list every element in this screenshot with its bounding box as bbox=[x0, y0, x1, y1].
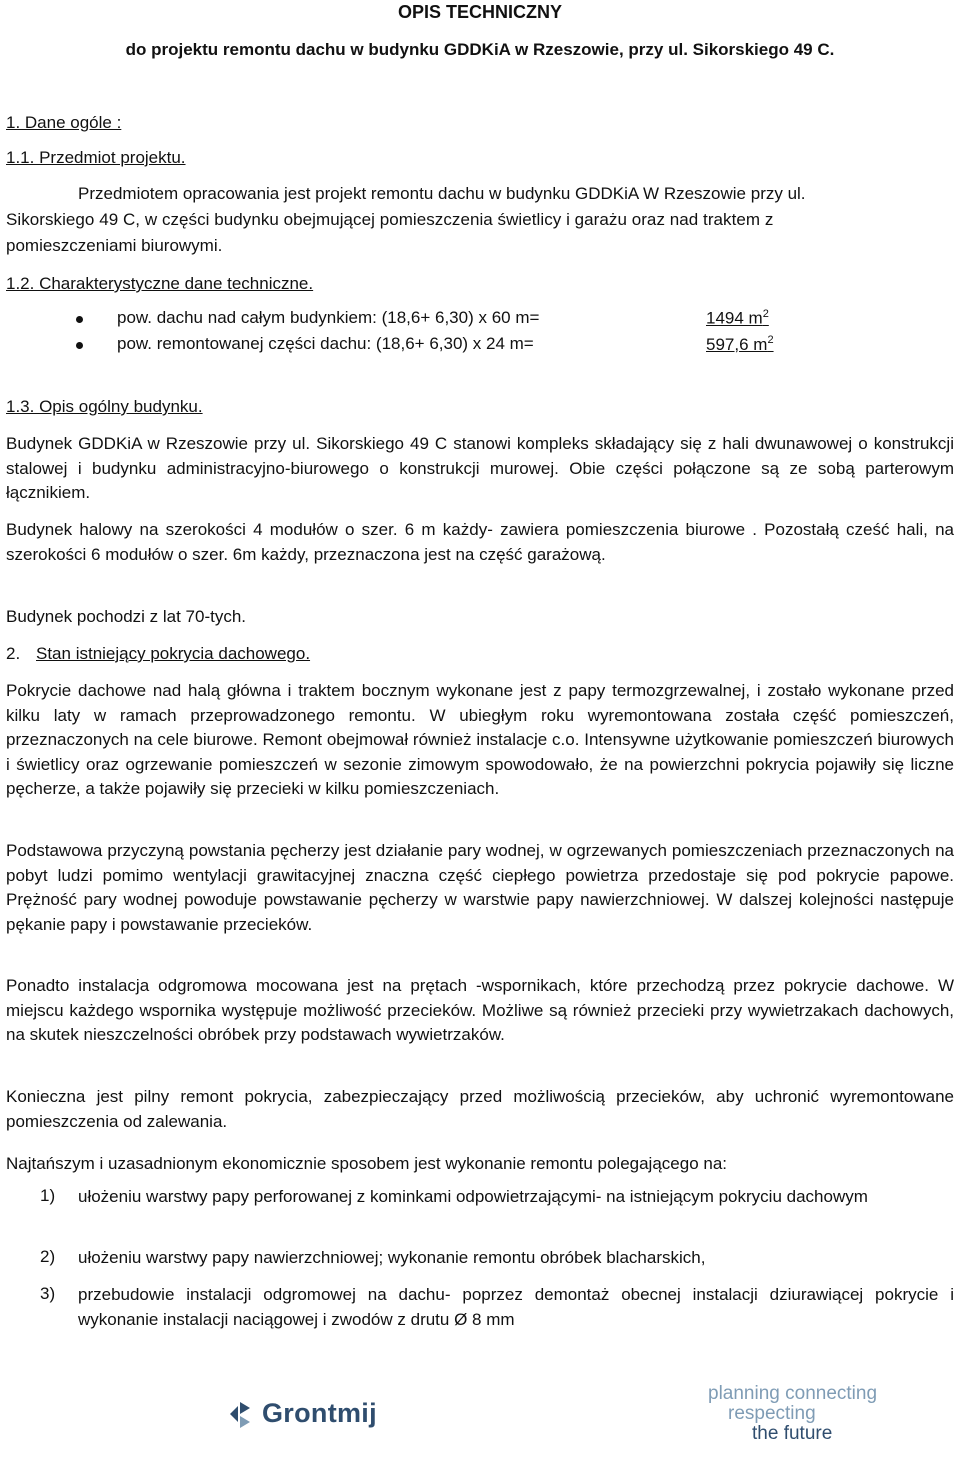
bullet-dot bbox=[76, 342, 83, 349]
list-item: przebudowie instalacji odgromowej na dachu- poprzez demontaż obecnej instalacji dziurawiącej pokrycie i wykonanie instalacji naciągowej i zwodów z drutu Ø 8 mm bbox=[78, 1285, 954, 1329]
logo-text: Grontmij bbox=[262, 1397, 377, 1428]
list-number: 3) bbox=[40, 1284, 56, 1303]
bullet-label: pow. dachu nad całym budynkiem: (18,6+ 6,30) x 60 m= bbox=[117, 308, 540, 327]
section1-3-paragraph: Budynek halowy na szerokości 4 modułów o szer. 6 m każdy- zawiera pomieszczenia biurowe . Pozostałą cześć hali, na szerokości 6 modułów o szer. 6m każdy, przeznaczona jest na część garażową. bbox=[6, 520, 954, 564]
section2-paragraph: Ponadto instalacja odgromowa mocowana jest na prętach -wspornikach, które przechodzą przez pokrycie dachowe. W miejscu każdego wspornika występuje możliwość przecieków. Możliwe są również przecieki przy wywietrzakach dachowych, na skutek nieszczelności obróbek przy podstawach wywietrzaków. bbox=[6, 976, 954, 1044]
slogan-line: the future bbox=[752, 1423, 833, 1444]
list-number: 1) bbox=[40, 1186, 56, 1205]
section1-1-heading: 1.1. Przedmiot projektu. bbox=[6, 148, 186, 167]
section1-2-heading: 1.2. Charakterystyczne dane techniczne. bbox=[6, 274, 314, 293]
section2-paragraph: Konieczna jest pilny remont pokrycia, zabezpieczający przed możliwością przecieków, aby uchronić wyremontowane pomieszczenia od zalewania. bbox=[6, 1087, 954, 1131]
section1-3-paragraph: Budynek GDDKiA w Rzeszowie przy ul. Sikorskiego 49 C stanowi kompleks składający się z hali dwunawowej o konstrukcji stalowej i budynku administracyjno-biurowego o konstrukcji murowej. Obie części połączone są ze sobą parterowym łącznikiem. bbox=[6, 434, 954, 502]
bullet-value: 597,6 $m^2$ bbox=[706, 334, 774, 354]
section1-heading: 1. Dane ogóle : bbox=[6, 113, 122, 132]
section1-1-text-line3: pomieszczeniami biurowymi. bbox=[6, 236, 223, 255]
section1-1-text-line1: Przedmiotem opracowania jest projekt remontu dachu w budynku GDDKiA W Rzeszowie przy ul. bbox=[78, 184, 806, 203]
grontmij-logo bbox=[226, 1390, 377, 1436]
list-number: 2) bbox=[40, 1247, 56, 1266]
company-slogan bbox=[708, 1384, 877, 1444]
section1-3-paragraph: Budynek pochodzi z lat 70-tych. bbox=[6, 607, 247, 626]
document-subtitle: do projektu remontu dachu w budynku GDDKiA w Rzeszowie, przy ul. Sikorskiego 49 C. bbox=[125, 40, 835, 59]
grontmij-logo-icon bbox=[226, 1396, 256, 1430]
section2-number: 2. bbox=[6, 644, 21, 663]
bullet-value: 1494 $m^2$ bbox=[706, 308, 769, 328]
section1-3-heading: 1.3. Opis ogólny budynku. bbox=[6, 397, 203, 416]
slogan-line: planning connecting bbox=[708, 1383, 878, 1404]
slogan-line: respecting bbox=[728, 1403, 816, 1424]
document-title: OPIS TECHNICZNY bbox=[397, 2, 562, 22]
section2-paragraph: Pokrycie dachowe nad halą główna i traktem bocznym wykonane jest z papy termozgrzewalnej, i zostało wykonane przed kilku laty w ramach przeprowadzonego remontu. W ubiegłym roku wyremontowana została część pomieszczeń, przeznaczonych na cele biurowe. Remont obejmował również instalacje c.o. Intensywne użytkowanie pomieszczeń biurowych i świetlicy oraz ogrzewanie pomieszczeń w sezonie zimowym spowodowało, że na powierzchni pokrycia pojawiły się liczne pęcherze, a także pojawiły się przecieki w kilku pomieszczeniach. bbox=[6, 681, 954, 798]
bullet-dot bbox=[76, 316, 83, 323]
bullet-label: pow. remontowanej części dachu: (18,6+ 6,30) x 24 m= bbox=[117, 334, 534, 353]
list-item: ułożeniu warstwy papy nawierzchniowej; wykonanie remontu obróbek blacharskich, bbox=[78, 1248, 706, 1267]
section1-1-text-line2: Sikorskiego 49 C, w części budynku obejmującej pomieszczenia świetlicy i garażu oraz nad traktem z bbox=[6, 210, 774, 229]
list-item: ułożeniu warstwy papy perforowanej z kominkami odpowietrzającymi- na istniejącym pokryciu dachowym bbox=[78, 1187, 868, 1206]
section2-heading: Stan istniejący pokrycia dachowego. bbox=[36, 644, 311, 663]
section2-paragraph: Najtańszym i uzasadnionym ekonomicznie sposobem jest wykonanie remontu polegającego na: bbox=[6, 1154, 728, 1173]
section2-paragraph: Podstawowa przyczyną powstania pęcherzy jest działanie pary wodnej, w ogrzewanych pomieszczeniach przeznaczonych na pobyt ludzi pomimo wentylacji grawitacyjnej znaczna część ciepłego powietrza przedostaje się pod pokrycie papowe. Prężność pary wodnej powoduje powstawanie pęcherzy w warstwie papy nawierzchniowej. W dalszej kolejności następuje pękanie papy i powstawanie przecieków. bbox=[6, 841, 954, 934]
